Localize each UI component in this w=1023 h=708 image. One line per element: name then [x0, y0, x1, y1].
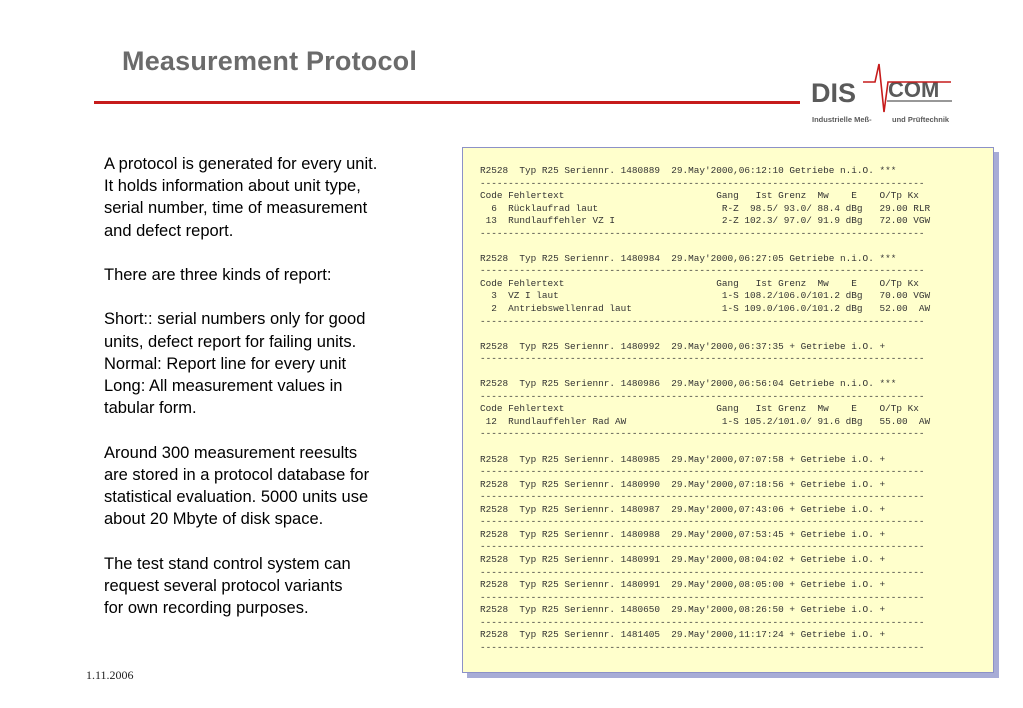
title-underline — [94, 101, 800, 104]
protocol-separator-line: ------------------------------------------------------------------------------- — [480, 616, 925, 628]
protocol-line: 13 Rundlauffehler VZ I 2-Z 102.3/ 97.0/ 91.9 dBg 72.00 VGW — [480, 215, 931, 227]
logo-subtitle-right: und Prüftechnik — [892, 115, 950, 124]
paragraph-report-types: Short:: serial numbers only for good units, defect report for failing units. Normal: Report line for every unit Long: All measurement values in tabular form. — [104, 310, 366, 418]
protocol-line: R2528 Typ R25 Seriennr. 1480650 29.May'2000,08:26:50 + Getriebe i.O. + — [480, 604, 886, 616]
protocol-separator-line: ------------------------------------------------------------------------------- — [480, 641, 925, 653]
discom-logo — [805, 62, 957, 128]
protocol-line: R2528 Typ R25 Seriennr. 1481405 29.May'2000,11:17:24 + Getriebe i.O. + — [480, 629, 886, 641]
protocol-separator-line: ------------------------------------------------------------------------------- — [480, 390, 925, 402]
protocol-line: R2528 Typ R25 Seriennr. 1480992 29.May'2000,06:37:35 + Getriebe i.O. + — [480, 340, 886, 352]
protocol-separator-line: ------------------------------------------------------------------------------- — [480, 491, 925, 503]
logo-subtitle-left: Industrielle Meß- — [812, 115, 872, 124]
paragraph-protocol-intro: A protocol is generated for every unit. It holds information about unit type, serial number, time of measurement and defect report. — [104, 155, 378, 240]
paragraph-control-system: The test stand control system can request several protocol variants for own recording purposes. — [104, 554, 351, 617]
protocol-line: R2528 Typ R25 Seriennr. 1480988 29.May'2000,07:53:45 + Getriebe i.O. + — [480, 528, 886, 540]
protocol-line: R2528 Typ R25 Seriennr. 1480985 29.May'2000,07:07:58 + Getriebe i.O. + — [480, 453, 886, 465]
protocol-separator-line: ------------------------------------------------------------------------------- — [480, 566, 925, 578]
protocol-separator-line: ------------------------------------------------------------------------------- — [480, 177, 925, 189]
protocol-separator-line: ------------------------------------------------------------------------------- — [480, 265, 925, 277]
paragraph-database: Around 300 measurement reesults are stored in a protocol database for statistical evaluation. 5000 units use about 20 Mbyte of disk space. — [104, 443, 370, 529]
slide-title: Measurement Protocol — [122, 46, 418, 76]
protocol-separator-line: ------------------------------------------------------------------------------- — [480, 466, 925, 478]
paragraph-report-kinds: There are three kinds of report: — [104, 266, 332, 284]
footer-date: 1.11.2006 — [86, 668, 134, 682]
protocol-line: R2528 Typ R25 Seriennr. 1480991 29.May'2000,08:05:00 + Getriebe i.O. + — [480, 579, 886, 591]
protocol-text — [480, 165, 930, 654]
protocol-line: R2528 Typ R25 Seriennr. 1480986 29.May'2000,06:56:04 Getriebe n.i.O. *** — [480, 378, 897, 390]
logo-right-text: COM — [888, 77, 940, 102]
protocol-separator-line: ------------------------------------------------------------------------------- — [480, 428, 925, 440]
protocol-line: R2528 Typ R25 Seriennr. 1480990 29.May'2000,07:18:56 + Getriebe i.O. + — [480, 478, 886, 490]
protocol-line: Code Fehlertext Gang Ist Grenz Mw E O/Tp Kx — [480, 277, 919, 289]
protocol-line: 3 VZ I laut 1-S 108.2/106.0/101.2 dBg 70.00 VGW — [480, 290, 931, 302]
protocol-line: 6 Rücklaufrad laut R-Z 98.5/ 93.0/ 88.4 dBg 29.00 RLR — [480, 202, 931, 214]
protocol-separator-line: ------------------------------------------------------------------------------- — [480, 315, 925, 327]
protocol-separator-line: ------------------------------------------------------------------------------- — [480, 227, 925, 239]
protocol-separator-line: ------------------------------------------------------------------------------- — [480, 591, 925, 603]
protocol-separator-line: ------------------------------------------------------------------------------- — [480, 516, 925, 528]
protocol-line: 12 Rundlauffehler Rad AW 1-S 105.2/101.0/ 91.6 dBg 55.00 AW — [480, 415, 931, 427]
protocol-line: Code Fehlertext Gang Ist Grenz Mw E O/Tp Kx — [480, 190, 919, 202]
protocol-line: R2528 Typ R25 Seriennr. 1480987 29.May'2000,07:43:06 + Getriebe i.O. + — [480, 503, 886, 515]
protocol-separator-line: ------------------------------------------------------------------------------- — [480, 541, 925, 553]
protocol-line: 2 Antriebswellenrad laut 1-S 109.0/106.0/101.2 dBg 52.00 AW — [480, 303, 931, 315]
protocol-line: R2528 Typ R25 Seriennr. 1480991 29.May'2000,08:04:02 + Getriebe i.O. + — [480, 553, 886, 565]
discom-logo-graphic — [805, 62, 957, 114]
protocol-listing — [462, 147, 994, 673]
description-text — [104, 153, 424, 641]
protocol-separator-line: ------------------------------------------------------------------------------- — [480, 353, 925, 365]
logo-left-text: DIS — [811, 78, 857, 108]
protocol-line: Code Fehlertext Gang Ist Grenz Mw E O/Tp Kx — [480, 403, 919, 415]
protocol-line: R2528 Typ R25 Seriennr. 1480889 29.May'2000,06:12:10 Getriebe n.i.O. *** — [480, 165, 897, 176]
protocol-line: R2528 Typ R25 Seriennr. 1480984 29.May'2000,06:27:05 Getriebe n.i.O. *** — [480, 252, 897, 264]
logo-subtitle — [812, 115, 957, 124]
